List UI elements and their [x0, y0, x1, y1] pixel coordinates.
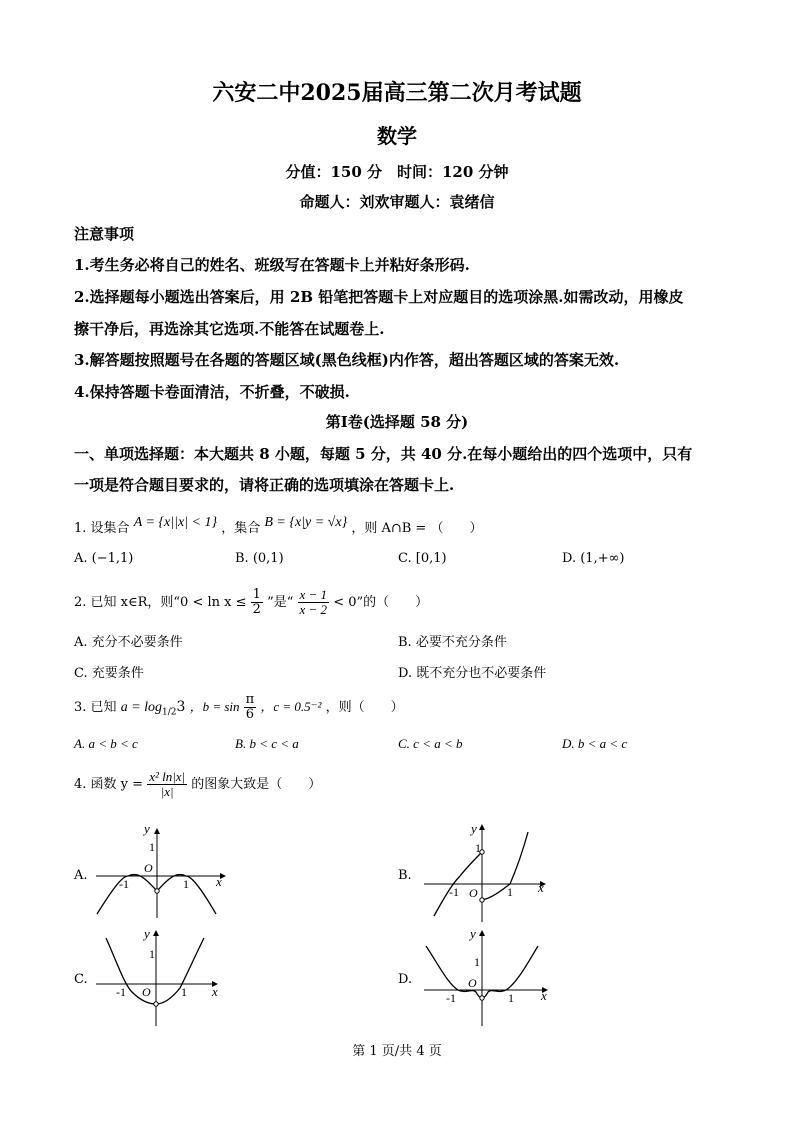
- neg-one-label: -1: [116, 985, 126, 999]
- q1-mid: ，集合: [221, 521, 261, 536]
- page-footer: 第 1 页/共 4 页: [352, 1044, 442, 1059]
- section-intro: 一项是符合题目要求的，请将正确的选项填涂在答题卡上.: [74, 476, 455, 494]
- q1-set-a: A = {x||x| < 1}: [133, 515, 218, 530]
- q1-prefix: 1. 设集合: [74, 521, 130, 536]
- y-axis-arrow: [154, 828, 160, 834]
- pos-one-label: 1: [183, 877, 189, 891]
- q3-c-expr: ，c = 0.5⁻²: [260, 699, 322, 714]
- y-label: y: [144, 821, 150, 836]
- q3-fraction: [244, 693, 257, 722]
- q3-option-d: D. b < a < c: [562, 736, 628, 751]
- graph-curve-right: [482, 832, 528, 900]
- q4-prefix: 4. 函数 y =: [74, 777, 144, 792]
- question-3-stem: [74, 693, 404, 722]
- graph-a-label: A.: [74, 868, 88, 883]
- q1-tail: ，则 A∩B = （ ）: [351, 521, 483, 536]
- graph-c: [92, 922, 232, 1027]
- q2-option-c: C. 充要条件: [74, 666, 144, 681]
- q3-a-base: 1/2: [162, 707, 177, 718]
- origin-label: O: [468, 976, 477, 990]
- y-axis-arrow: [153, 930, 159, 936]
- q3-a-expr: a = log: [120, 700, 163, 715]
- y-one-label: 1: [474, 955, 480, 969]
- q1-option-d: D. (1,+∞): [562, 551, 625, 566]
- graph-b-label: B.: [398, 868, 412, 883]
- section-title: 第Ⅰ卷(选择题 58 分): [325, 413, 469, 431]
- frac-num: x − 1: [299, 587, 328, 602]
- subject-title: 数学: [377, 124, 417, 148]
- q4-tail: 的图象大致是（ ）: [191, 777, 322, 792]
- q1-option-b: B. (0,1): [235, 551, 284, 566]
- graph-d-label: D.: [398, 972, 413, 987]
- open-point: [155, 889, 159, 893]
- graph-d: [420, 922, 560, 1027]
- q1-set-b: B = {x|y = √x}: [264, 515, 348, 530]
- note-item: 1.考生务必将自己的姓名、班级写在答题卡上并粘好条形码.: [74, 256, 470, 274]
- question-2-stem: [74, 588, 428, 617]
- origin-label: O: [469, 886, 478, 900]
- section-intro: 一、单项选择题：本大题共 8 小题，每题 5 分，共 40 分.在每小题给出的四个选项中，只有: [74, 445, 693, 463]
- graph-b: [420, 818, 560, 923]
- open-point: [154, 1002, 158, 1006]
- note-item: 4.保持答题卡卷面清洁，不折叠，不破损.: [74, 383, 350, 401]
- neg-one-label: -1: [449, 885, 459, 899]
- q1-option-a: A. (−1,1): [74, 551, 134, 566]
- note-item: 3.解答题按照题号在各题的答题区域(黑色线框)内作答，超出答题区域的答案无效.: [74, 351, 620, 369]
- q2-prefix: 2. 已知 x∈R，则“0 < ln x ≤: [74, 595, 247, 610]
- open-point: [480, 898, 484, 902]
- q2-tail: < 0”的（ ）: [333, 595, 429, 610]
- y-label: y: [471, 821, 477, 836]
- question-1-stem: [74, 517, 482, 537]
- origin-label: O: [142, 985, 151, 999]
- x-label: x: [541, 988, 547, 1003]
- y-axis-arrow: [479, 930, 485, 936]
- q1-option-c: C. [0,1): [398, 551, 447, 566]
- q2-mid: ”是“: [267, 595, 294, 610]
- q2-option-d: D. 既不充分也不必要条件: [398, 666, 547, 681]
- frac-den: |x|: [160, 784, 174, 799]
- frac-num: 1: [252, 587, 261, 602]
- q3-option-a: A. a < b < c: [74, 736, 138, 751]
- y-one-label: 1: [475, 841, 481, 855]
- y-label: y: [144, 926, 150, 941]
- q3-b-expr: ，b = sin: [189, 699, 240, 714]
- graph-a: [92, 818, 232, 923]
- q2-option-b: B. 必要不充分条件: [398, 635, 507, 650]
- notes-heading: 注意事项: [74, 225, 135, 243]
- question-4-stem: [74, 770, 321, 799]
- q2-option-a: A. 充分不必要条件: [74, 635, 183, 650]
- pos-one-label: 1: [507, 885, 513, 899]
- y-one-label: 1: [149, 947, 155, 961]
- x-label: x: [216, 874, 222, 889]
- pos-one-label: 1: [181, 985, 187, 999]
- frac-num: π: [245, 692, 255, 707]
- q2-fraction-half: [251, 588, 263, 617]
- frac-den: 2: [252, 602, 261, 617]
- note-item: 擦干净后，再选涂其它选项.不能答在试题卷上.: [74, 320, 385, 338]
- authors: 命题人：刘欢审题人：袁绪信: [299, 193, 495, 211]
- neg-one-label: -1: [446, 991, 456, 1005]
- x-label: x: [212, 984, 218, 999]
- pos-one-label: 1: [508, 991, 514, 1005]
- x-label: x: [538, 880, 544, 895]
- q3-prefix: 3. 已知: [74, 700, 117, 715]
- frac-den: 6: [245, 707, 255, 722]
- frac-den: x − 2: [299, 602, 328, 617]
- graph-c-label: C.: [74, 972, 88, 987]
- frac-num: x² ln|x|: [149, 769, 186, 784]
- q3-a-arg: 3: [176, 699, 186, 715]
- score-time: 分值：150 分 时间：120 分钟: [285, 163, 509, 181]
- exam-title: 六安二中2025届高三第二次月考试题: [212, 80, 582, 106]
- q3-option-b: B. b < c < a: [235, 736, 299, 751]
- q4-fraction: [147, 770, 187, 799]
- graph-curve-right: [156, 938, 204, 1004]
- origin-label: O: [144, 861, 153, 875]
- q3-tail: ，则（ ）: [325, 700, 404, 715]
- y-label: y: [470, 926, 476, 941]
- q3-option-c: C. c < a < b: [398, 736, 463, 751]
- note-item: 2.选择题每小题选出答案后，用 2B 铅笔把答题卡上对应题目的选项涂黑.如需改动，用橡皮: [74, 288, 684, 306]
- open-point: [480, 996, 484, 1000]
- q2-fraction-x: [298, 588, 330, 617]
- neg-one-label: -1: [119, 877, 129, 891]
- y-axis-arrow: [479, 824, 485, 830]
- y-one-label: 1: [149, 840, 155, 854]
